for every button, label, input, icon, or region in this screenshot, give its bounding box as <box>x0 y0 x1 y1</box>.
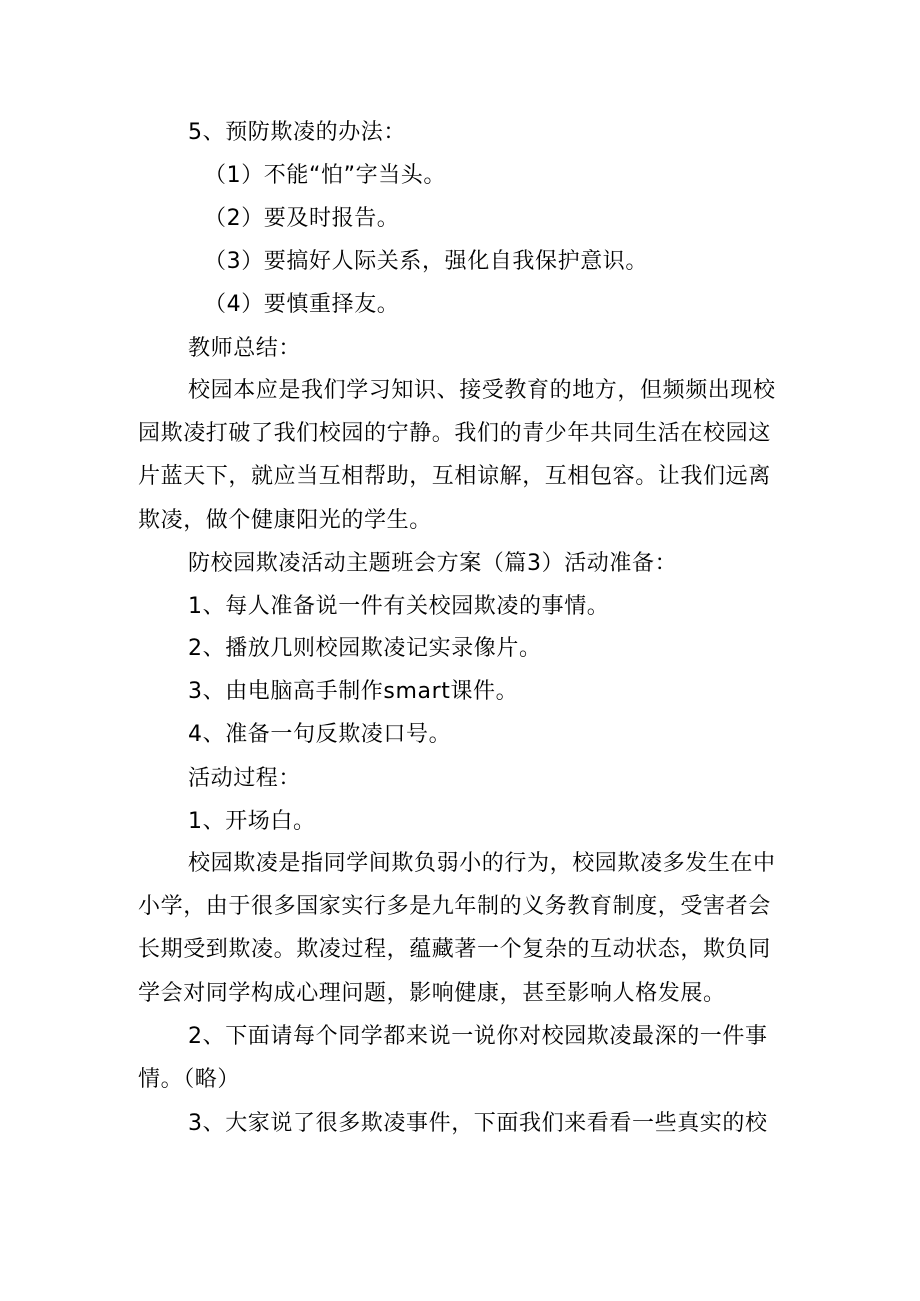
paragraph-line: 校园欺凌是指同学间欺负弱小的行为，校园欺凌多发生在中 <box>188 851 776 876</box>
list-item: 3、由电脑高手制作smart课件。 <box>188 679 519 704</box>
paragraph-line: 校园本应是我们学习知识、接受教育的地方，但频频出现校 <box>188 378 776 403</box>
heading-teacher-summary: 教师总结： <box>188 336 302 361</box>
list-item: 1、每人准备说一件有关校园欺凌的事情。 <box>188 594 610 619</box>
paragraph-line: 情。（略） <box>138 1067 241 1092</box>
list-item-4: （4）要慎重择友。 <box>204 292 400 317</box>
paragraph-line: 欺凌，做个健康阳光的学生。 <box>138 508 432 533</box>
list-item-1: （1）不能“怕”字当头。 <box>204 163 446 188</box>
list-item: 4、准备一句反欺凌口号。 <box>188 722 452 747</box>
paragraph-line: 2、下面请每个同学都来说一说你对校园欺凌最深的一件事 <box>188 1024 768 1049</box>
heading-prevention-methods: 5、预防欺凌的办法： <box>188 120 406 145</box>
paragraph-line: 学会对同学构成心理问题，影响健康，甚至影响人格发展。 <box>138 981 726 1006</box>
heading-activity-process: 活动过程： <box>188 766 302 791</box>
list-item-2: （2）要及时报告。 <box>204 206 400 231</box>
list-item-3: （3）要搞好人际关系，强化自我保护意识。 <box>204 249 648 274</box>
paragraph-line: 片蓝天下，就应当互相帮助，互相谅解，互相包容。让我们远离 <box>138 464 771 489</box>
paragraph-line: 长期受到欺凌。欺凌过程，蕴藏著一个复杂的互动状态，欺负同 <box>138 937 771 962</box>
heading-plan-3-preparation: 防校园欺凌活动主题班会方案（篇3）活动准备： <box>188 551 678 576</box>
list-item: 2、播放几则校园欺凌记实录像片。 <box>188 636 542 661</box>
list-item: 1、开场白。 <box>188 809 316 834</box>
paragraph-line: 3、大家说了很多欺凌事件，下面我们来看看一些真实的校 <box>188 1111 768 1136</box>
paragraph-line: 小学，由于很多国家实行多是九年制的义务教育制度，受害者会 <box>138 894 771 919</box>
paragraph-line: 园欺凌打破了我们校园的宁静。我们的青少年共同生活在校园这 <box>138 421 771 446</box>
